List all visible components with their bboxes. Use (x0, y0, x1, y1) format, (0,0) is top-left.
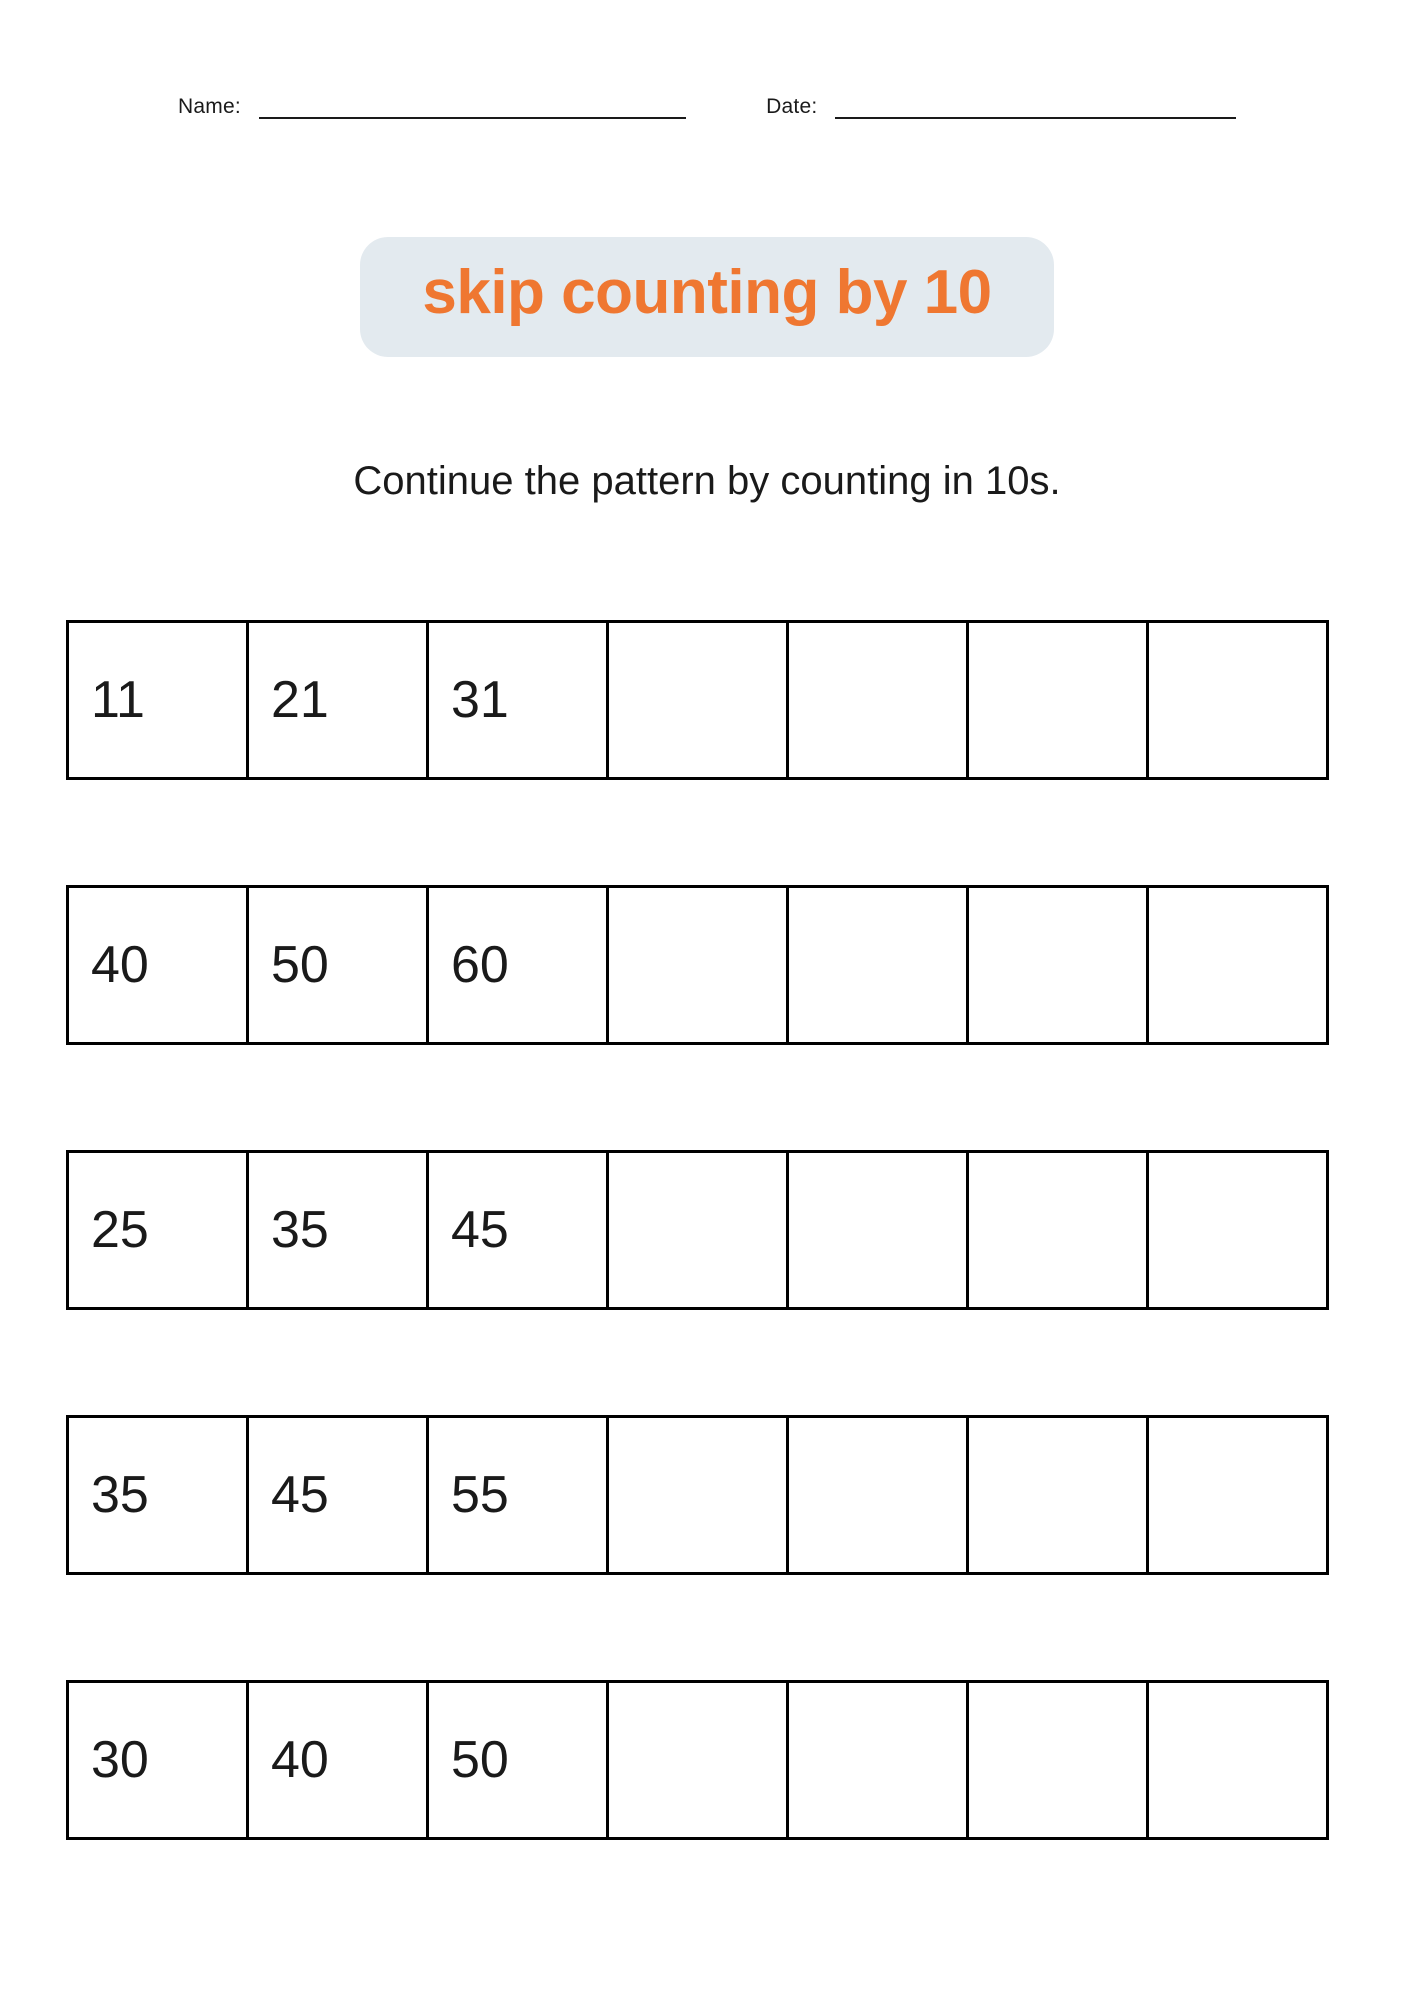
table-row (66, 1680, 1348, 1840)
title-pill (360, 237, 1053, 357)
answer-cell[interactable] (1146, 1150, 1329, 1310)
table-row (66, 885, 1348, 1045)
sequence-cell: 45 (246, 1415, 429, 1575)
answer-cell[interactable] (786, 885, 969, 1045)
sequence-cell: 35 (66, 1415, 249, 1575)
answer-cell[interactable] (786, 1415, 969, 1575)
answer-cell[interactable] (786, 1150, 969, 1310)
answer-cell[interactable] (606, 1150, 789, 1310)
title-area (0, 237, 1414, 357)
table-row (66, 1415, 1348, 1575)
date-label: Date: (766, 95, 818, 118)
answer-cell[interactable] (606, 620, 789, 780)
answer-cell[interactable] (786, 1680, 969, 1840)
answer-cell[interactable] (1146, 620, 1329, 780)
answer-cell[interactable] (606, 1415, 789, 1575)
answer-cell[interactable] (966, 1415, 1149, 1575)
date-write-line[interactable] (835, 116, 1236, 119)
answer-cell[interactable] (966, 1680, 1149, 1840)
answer-cell[interactable] (966, 1150, 1149, 1310)
sequence-cell: 21 (246, 620, 429, 780)
sequence-cell: 50 (246, 885, 429, 1045)
instruction-text: Continue the pattern by counting in 10s. (353, 459, 1061, 503)
table-row (66, 620, 1348, 780)
answer-cell[interactable] (1146, 1415, 1329, 1575)
header-fields (178, 96, 1236, 119)
answer-cell[interactable] (606, 885, 789, 1045)
sequence-cell: 25 (66, 1150, 249, 1310)
name-field[interactable] (178, 96, 686, 119)
answer-cell[interactable] (606, 1680, 789, 1840)
answer-cell[interactable] (1146, 885, 1329, 1045)
sequence-rows (66, 620, 1348, 1840)
name-label: Name: (178, 95, 241, 118)
sequence-cell: 50 (426, 1680, 609, 1840)
sequence-cell: 31 (426, 620, 609, 780)
answer-cell[interactable] (786, 620, 969, 780)
sequence-cell: 45 (426, 1150, 609, 1310)
sequence-cell: 55 (426, 1415, 609, 1575)
answer-cell[interactable] (966, 885, 1149, 1045)
sequence-cell: 40 (246, 1680, 429, 1840)
sequence-cell: 30 (66, 1680, 249, 1840)
answer-cell[interactable] (966, 620, 1149, 780)
sequence-cell: 60 (426, 885, 609, 1045)
sequence-cell: 11 (66, 620, 249, 780)
page-title: skip counting by 10 (422, 258, 992, 327)
table-row (66, 1150, 1348, 1310)
answer-cell[interactable] (1146, 1680, 1329, 1840)
sequence-cell: 35 (246, 1150, 429, 1310)
sequence-cell: 40 (66, 885, 249, 1045)
date-field[interactable] (766, 96, 1236, 119)
name-write-line[interactable] (259, 116, 686, 119)
